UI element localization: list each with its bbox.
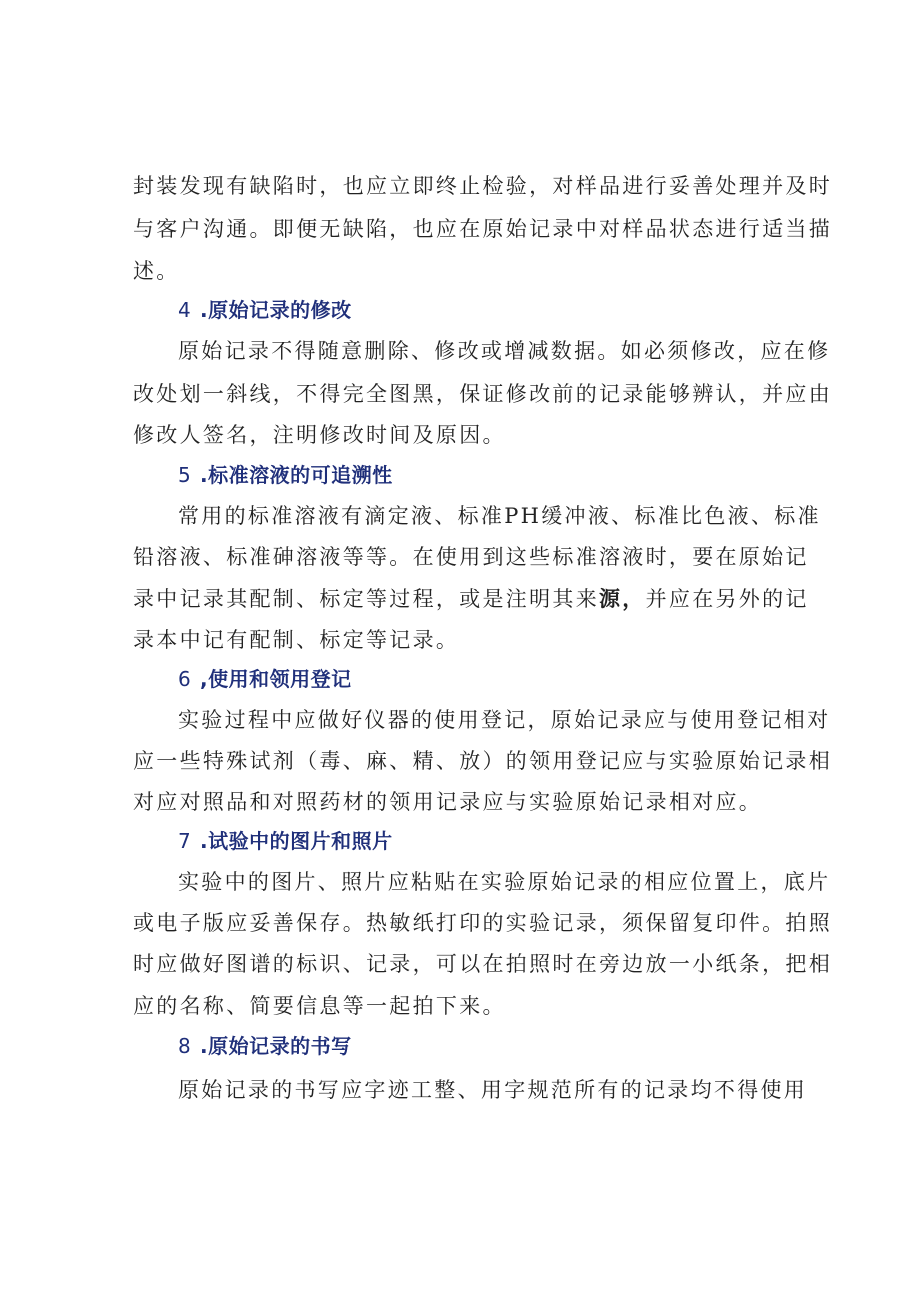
intro-line-1: 封装发现有缺陷时，也应立即终止检验，对样品进行妥善处理并及时: [133, 174, 832, 198]
section-6-heading: [178, 666, 352, 692]
section-4-line-3: 修改人签名，注明修改时间及原因。: [133, 423, 506, 447]
section-6-line-2: 应一些特殊试剂（毒、麻、精、放）的领用登记应与实验原始记录相: [133, 749, 832, 773]
section-8-line-1: 原始记录的书写应字迹工整、用字规范所有的记录均不得使用: [178, 1078, 808, 1102]
section-6-number: 6: [178, 667, 192, 691]
intro-line-2: 与客户沟通。即便无缺陷，也应在原始记录中对样品状态进行适当描: [133, 217, 832, 241]
section-5-line-3: [133, 586, 809, 612]
section-7-number: 7: [178, 829, 192, 853]
section-5-line-4: 录本中记有配制、标定等记录。: [133, 628, 460, 652]
section-4-heading: [178, 297, 352, 323]
section-7-line-4: 应的名称、简要信息等一起拍下来。: [133, 994, 506, 1018]
section-4-line-1: 原始记录不得随意删除、修改或增减数据。如必须修改，应在修: [178, 339, 831, 363]
section-5-line-2: 铅溶液、标准砷溶液等等。在使用到这些标准溶液时，要在原始记: [133, 545, 809, 569]
section-6-line-1: 实验过程中应做好仪器的使用登记，原始记录应与使用登记相对: [178, 708, 831, 732]
section-5-number: 5: [178, 463, 192, 487]
section-7-line-3: 时应做好图谱的标识、记录，可以在拍照时在旁边放一小纸条，把相: [133, 952, 832, 976]
section-7-heading: [178, 828, 393, 854]
section-7-line-1: 实验中的图片、照片应粘贴在实验原始记录的相应位置上，底片: [178, 870, 831, 894]
section-7-line-2: 或电子版应妥善保存。热敏纸打印的实验记录，须保留复印件。拍照: [133, 911, 832, 935]
section-7-title: .试验中的图片和照片: [200, 829, 393, 853]
section-5-line-1: 常用的标准溶液有滴定液、标准PH缓冲液、标准比色液、标准: [178, 504, 821, 528]
section-5-line-3-bold: 源，: [599, 586, 646, 611]
section-5-heading: [178, 462, 393, 488]
section-5-title: .标准溶液的可追溯性: [200, 463, 393, 487]
section-8-title: .原始记录的书写: [200, 1034, 352, 1058]
section-6-line-3: 对应对照品和对照药材的领用记录应与实验原始记录相对应。: [133, 790, 763, 814]
section-4-line-2: 改处划一斜线，不得完全图黑，保证修改前的记录能够辨认，并应由: [133, 382, 832, 406]
section-4-title: .原始记录的修改: [200, 298, 352, 322]
section-5-line-3-text: 录中记录其配制、标定等过程，或是注明其来: [133, 587, 599, 611]
section-8-heading: [178, 1033, 352, 1059]
section-5-line-3-rest: 并应在另外的记: [645, 587, 809, 611]
section-4-number: 4: [178, 298, 192, 322]
section-8-number: 8: [178, 1034, 192, 1058]
section-6-title: ,使用和领用登记: [200, 667, 352, 691]
intro-line-3: 述。: [133, 259, 180, 283]
